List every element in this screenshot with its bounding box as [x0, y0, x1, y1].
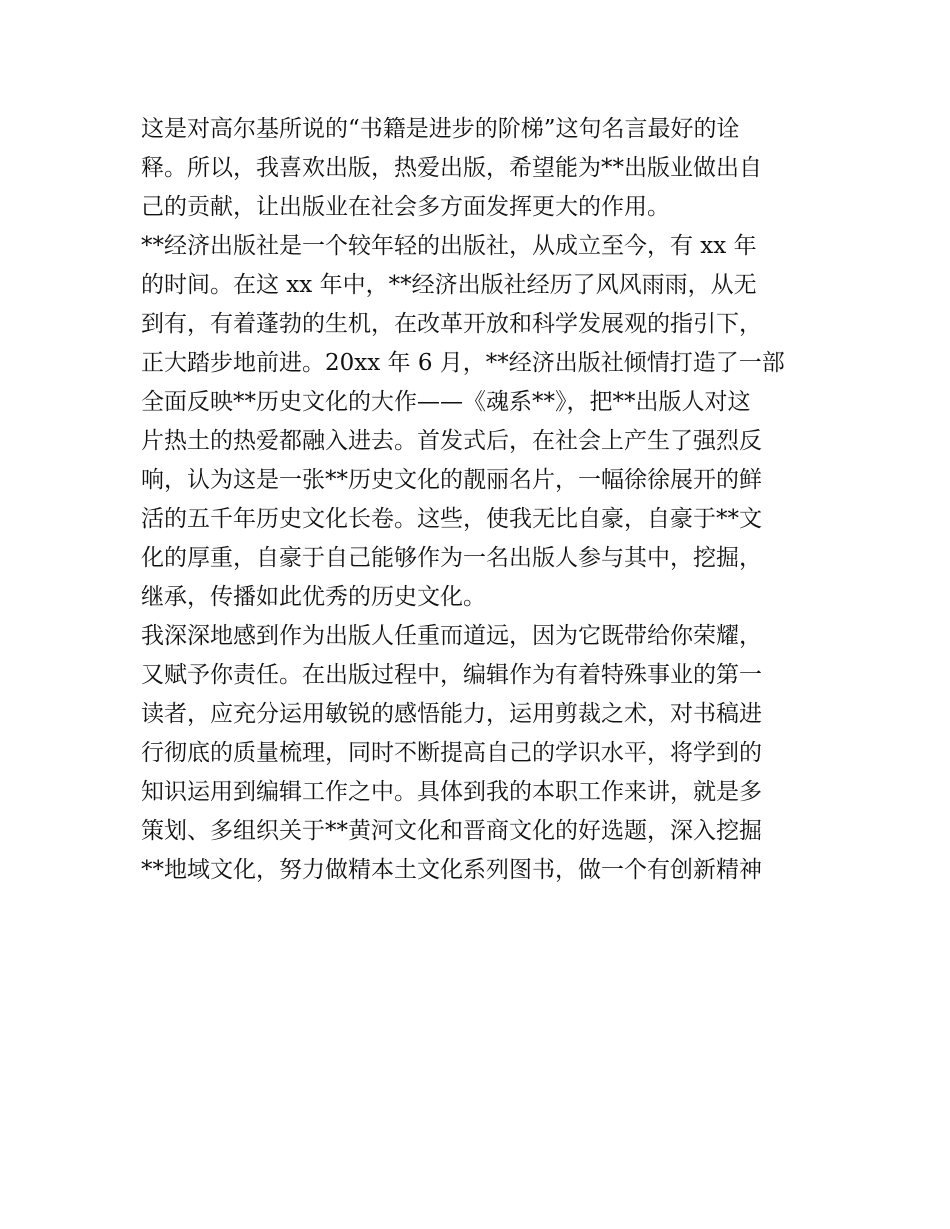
text-line: 全面反映**历史文化的大作——《魂系**》，把**出版人对这 [141, 389, 751, 415]
text-line: **经济出版社是一个较年轻的出版社，从成立至今，有 xx 年 [141, 233, 757, 259]
text-line: 响，认为这是一张**历史文化的靓丽名片，一幅徐徐展开的鲜 [141, 467, 762, 493]
document-body [141, 110, 813, 890]
text-line: 我深深地感到作为出版人任重而道远，因为它既带给你荣耀， [141, 623, 762, 649]
text-line: **地域文化，努力做精本土文化系列图书，做一个有创新精神 [141, 857, 762, 883]
text-line: 正大踏步地前进。20xx 年 6 月，**经济出版社倾情打造了一部 [141, 350, 785, 376]
text-line: 到有，有着蓬勃的生机，在改革开放和科学发展观的指引下， [141, 311, 762, 337]
text-line: 又赋予你责任。在出版过程中，编辑作为有着特殊事业的第一 [141, 662, 762, 688]
text-line: 己的贡献，让出版业在社会多方面发挥更大的作用。 [141, 194, 670, 220]
text-line: 策划、多组织关于**黄河文化和晋商文化的好选题，深入挖掘 [141, 818, 762, 844]
text-line: 继承，传播如此优秀的历史文化。 [141, 584, 486, 610]
text-line: 读者，应充分运用敏锐的感悟能力，运用剪裁之术，对书稿进 [141, 701, 762, 727]
text-line: 释。所以，我喜欢出版，热爱出版，希望能为**出版业做出自 [141, 155, 762, 181]
text-line: 化的厚重，自豪于自己能够作为一名出版人参与其中，挖掘， [141, 545, 762, 571]
text-line: 行彻底的质量梳理，同时不断提高自己的学识水平，将学到的 [141, 740, 762, 766]
text-line: 的时间。在这 xx 年中，**经济出版社经历了风风雨雨，从无 [141, 272, 757, 298]
text-line: 片热土的热爱都融入进去。首发式后，在社会上产生了强烈反 [141, 428, 762, 454]
text-line: 活的五千年历史文化长卷。这些，使我无比自豪，自豪于**文 [141, 506, 762, 532]
text-line: 知识运用到编辑工作之中。具体到我的本职工作来讲，就是多 [141, 779, 762, 805]
text-line: 这是对高尔基所说的“书籍是进步的阶梯”这句名言最好的诠 [141, 116, 740, 142]
